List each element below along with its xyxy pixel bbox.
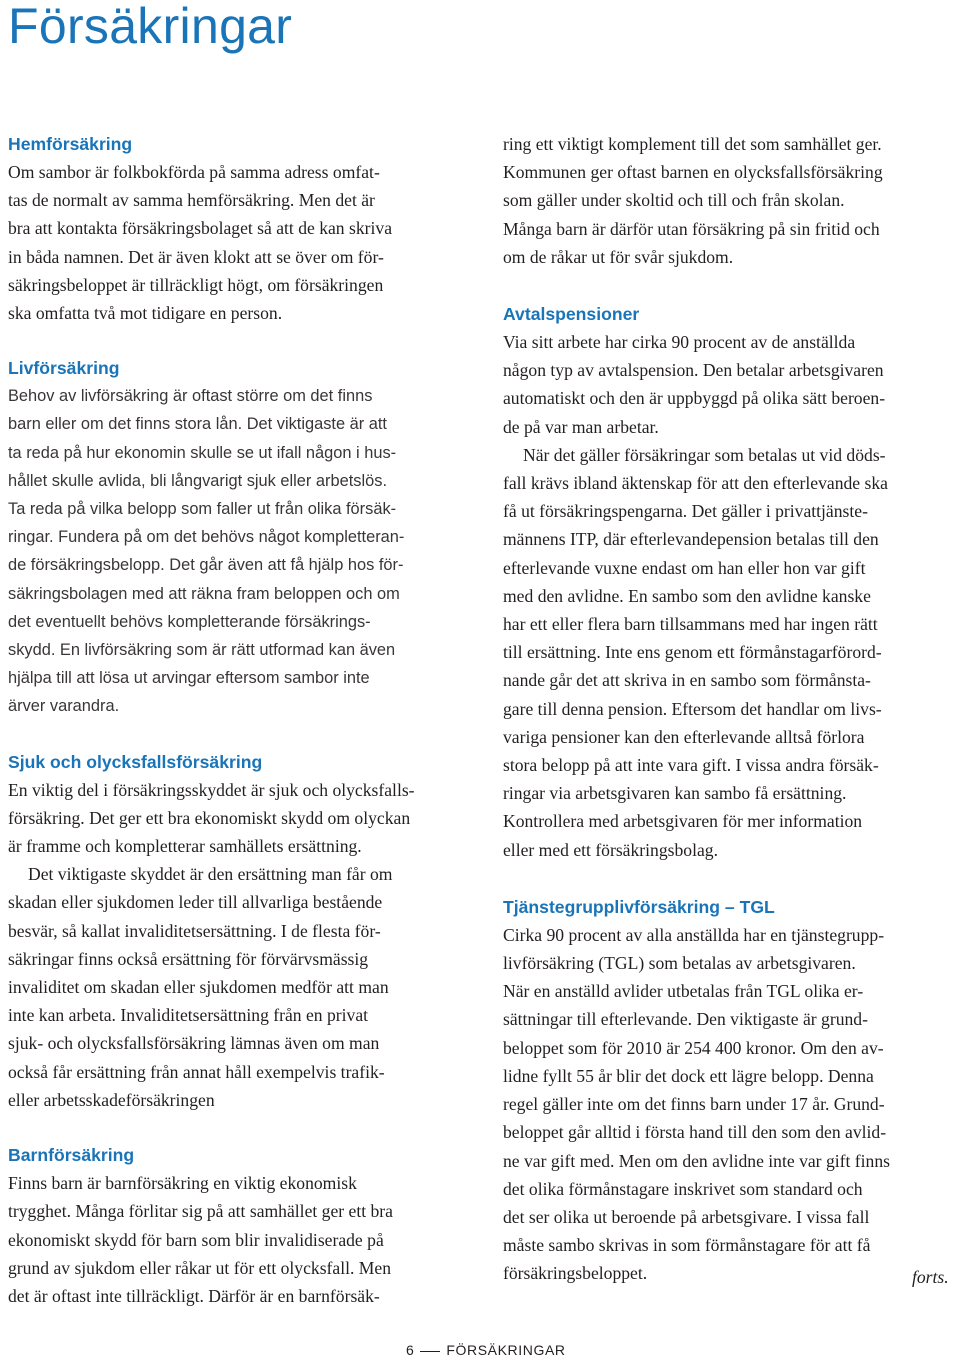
text-line: Finns barn är barnförsäkring en viktig ekonomisk [8,1173,357,1194]
text-line: besvär, så kallat invaliditetsersättning. I de flesta för- [8,920,381,941]
heading-avtalspensioner: Avtalspensioner [503,304,640,325]
text-line: invaliditet om skadan eller sjukdomen medför att man [8,977,389,998]
text-line: beloppet går alltid i första hand till den som den avlid- [503,1122,887,1143]
text-line: också får ersättning från annat håll exempelvis trafik- [8,1061,385,1082]
text-line: sättningar till efterlevande. Den viktigaste är grund- [503,1009,868,1030]
text-line: ringar via arbetsgivaren kan sambo få ersättning. [503,783,847,804]
text-line: variga pensioner kan den efterlevande alltså förlora [503,726,865,747]
page-number: 6 [406,1342,415,1358]
text-line: gare till denna pension. Eftersom det handlar om livs- [503,698,882,719]
text-line: skydd. En livförsäkring som är rätt utformad kan även [8,641,396,660]
text-line: få ut försäkringspengarna. Det gäller i privattjänste- [503,501,868,522]
text-line: livförsäkring (TGL) som betalas av arbetsgivaren. [503,953,856,974]
paragraph-barnforsakring [8,1169,470,1310]
text-line: eller arbetsskadeförsäkringen [8,1089,215,1110]
text-line: När det gäller försäkringar som betalas ut vid döds- [523,444,886,465]
text-line: nande går det att skriva in en sambo som förmånsta- [503,670,871,691]
text-line: lidne fyllt 55 år blir det dock ett lägre belopp. Denna [503,1065,874,1086]
footer-section: FÖRSÄKRINGAR [446,1342,566,1358]
text-line: säkringsbeloppet är tillräckligt högt, om försäkringen [8,274,384,295]
page-footer [406,1340,566,1360]
text-line: inte kan arbeta. Invaliditetsersättning från en privat [8,1005,369,1026]
text-line: barn eller om det finns stora lån. Det viktigaste är att [8,415,387,434]
text-line: någon typ av avtalspension. Den betalar arbetsgivaren [503,360,884,381]
text-line: försäkringsbeloppet. [503,1263,648,1284]
heading-tgl: Tjänstegrupplivförsäkring – TGL [503,896,775,917]
text-line: trygghet. Många förlitar sig på att samhället ger ett bra [8,1201,393,1222]
text-line: ring ett viktigt komplement till det som samhället ger. [503,134,882,154]
paragraph-sjuk-olycksfall [8,776,470,861]
right-column [503,130,958,1288]
text-line: Om sambor är folkbokförda på samma adress omfat- [8,162,380,182]
paragraph-avtalspensioner-2 [503,441,958,864]
text-line: de försäkringsbelopp. Det går även att få hjälp hos för- [8,556,404,575]
paragraph-avtalspensioner [503,328,958,441]
text-line: En viktig del i försäkringsskyddet är sjuk och olycksfalls- [8,779,415,800]
text-line: Kontrollera med arbetsgivaren för mer information [503,811,863,832]
text-line: om de råkar ut för svår sjukdom. [503,246,734,267]
text-line: försäkring. Det ger ett bra ekonomiskt skydd om olyckan [8,807,411,828]
text-line: skadan eller sjukdomen leder till allvarliga bestående [8,892,383,913]
text-line: männens ITP, där efterlevandepension betalas till den [503,529,879,550]
text-line: ekonomiskt skydd för barn som blir invalidiserade på [8,1229,384,1250]
text-line: ärver varandra. [8,697,120,716]
paragraph-livforsakring [8,382,470,720]
text-line: automatiskt och den är uppbyggd på olika sätt beroen- [503,388,886,409]
heading-hemforsakring: Hemförsäkring [8,134,133,154]
text-line: ska omfatta två mot tidigare en person. [8,303,283,324]
paragraph-sjuk-olycksfall-2 [8,860,470,1114]
text-line: bra att kontakta försäkringsbolaget så att de kan skriva [8,218,393,239]
text-line: det ser olika ut beroende på arbetsgivare. I vissa fall [503,1206,870,1227]
text-line: regel gäller inte om det finns barn under 17 år. Grund- [503,1094,885,1115]
text-line: Kommunen ger oftast barnen en olycksfallsförsäkring [503,162,883,183]
text-line: Det viktigaste skyddet är den ersättning man får om [28,864,393,885]
text-line: ringar. Fundera på om det behövs något kompletteran- [8,528,405,547]
heading-barnforsakring: Barnförsäkring [8,1145,135,1166]
text-line: Cirka 90 procent av alla anställda har en tjänstegrupp- [503,924,885,945]
left-column [8,130,470,1310]
text-line: med den avlidne. En sambo som den avlidne kanske [503,585,871,606]
text-line: sjuk- och olycksfallsförsäkring lämnas även om man [8,1033,380,1054]
text-line: har ett eller flera barn tillsammans med har ingen rätt [503,614,878,635]
footer-dash [420,1351,440,1352]
text-line: hållet skulle avlida, bli långvarigt sjuk eller arbetslös. [8,471,387,490]
text-line: till ersättning. Inte ens genom ett förmånstagarförord- [503,642,882,663]
text-line: är framme och kompletterar samhällets ersättning. [8,836,362,857]
text-line: de på var man arbetar. [503,416,659,437]
text-line: det olika förmånstagare inskrivet som standard och [503,1178,863,1199]
text-line: hjälpa till att lösa ut arvingar eftersom sambor inte [8,669,370,688]
text-line: som gäller under skoltid och till och från skolan. [503,190,845,211]
text-line: Behov av livförsäkring är oftast större om det finns [8,387,373,406]
text-line: eller med ett försäkringsbolag. [503,839,718,860]
text-line: Via sitt arbete har cirka 90 procent av de anställda [503,332,856,353]
text-line: ne var gift med. Men om den avlidne inte var gift finns [503,1150,890,1171]
text-line: tas de normalt av samma hemförsäkring. Men det är [8,190,375,211]
text-line: säkringsbolagen med att räkna fram beloppen och om [8,584,400,603]
text-line: Ta reda på vilka belopp som faller ut från olika försäk- [8,500,397,519]
page-title: Försäkringar [8,0,293,54]
paragraph-tgl [503,921,958,1288]
text-line: När en anställd avlider utbetalas från TGL olika er- [503,981,864,1002]
paragraph-hemforsakring [8,158,470,327]
text-line: det eventuellt behövs kompletterande försäkrings- [8,612,371,631]
text-line: grund av sjukdom eller råkar ut för ett olycksfall. Men [8,1257,392,1278]
heading-sjuk-olycksfall: Sjuk och olycksfallsförsäkring [8,751,263,772]
paragraph-barnforsakring-cont [503,130,958,271]
continued-note: forts. [912,1267,949,1287]
text-line: in båda namnen. Det är även klokt att se över om för- [8,246,384,267]
text-line: säkringar finns också ersättning för förvärvsmässig [8,948,369,969]
text-line: stora belopp på att inte vara gift. I vissa andra försäk- [503,755,879,776]
text-line: efterlevande vuxne endast om han eller hon var gift [503,557,866,578]
text-line: Många barn är därför utan försäkring på sin fritid och [503,218,880,239]
text-line: ta reda på hur ekonomin skulle se ut ifall någon i hus- [8,443,397,462]
text-line: måste sambo skrivas in som förmånstagare för att få [503,1235,871,1256]
text-line: det är oftast inte tillräckligt. Därför är en barnförsäk- [8,1285,380,1306]
text-line: beloppet som för 2010 är 254 400 kronor. Om den av- [503,1037,884,1058]
text-line: fall krävs ibland äktenskap för att den efterlevande ska [503,473,888,494]
heading-livforsakring: Livförsäkring [8,358,120,379]
